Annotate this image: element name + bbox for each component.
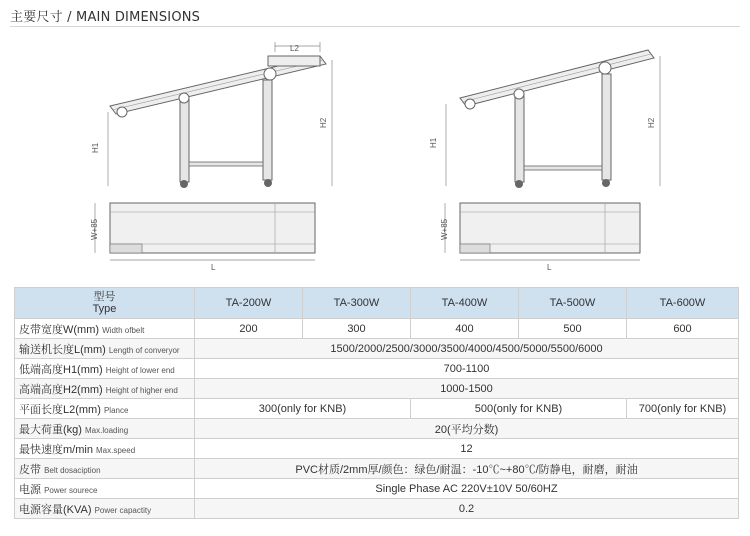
row-label: 电源容量(KVA) Power capactity (15, 499, 195, 519)
table-cell: 700(only for KNB) (627, 399, 739, 419)
table-row (15, 379, 739, 399)
table-row (15, 459, 739, 479)
section-heading: 主要尺寸 / MAIN DIMENSIONS (10, 10, 201, 25)
heading-divider (10, 26, 740, 27)
left-top-view-drawing (85, 200, 335, 275)
table-row (15, 479, 739, 499)
table-cell: Single Phase AC 220V±10V 50/60HZ (195, 479, 739, 499)
type-header-en: Type (92, 303, 117, 315)
l-label-right: L (547, 263, 552, 272)
model-header: TA-300W (303, 288, 411, 319)
h2-label: H2 (319, 117, 328, 128)
table-cell: 0.2 (195, 499, 739, 519)
w85-label-right: W+85 (440, 218, 449, 240)
table-cell: 600 (627, 319, 739, 339)
h1-label-right: H1 (429, 137, 438, 148)
model-header: TA-200W (195, 288, 303, 319)
row-label: 皮带 Belt dosaciption (15, 459, 195, 479)
table-row (15, 399, 739, 419)
row-label: 最快速度m/min Max.speed (15, 439, 195, 459)
table-row (15, 359, 739, 379)
table-cell: 500(only for KNB) (411, 399, 627, 419)
row-label: 输送机长度L(mm) Length of converyor (15, 339, 195, 359)
l2-label: L2 (290, 44, 299, 53)
table-cell: 400 (411, 319, 519, 339)
right-side-view-drawing (420, 38, 690, 193)
table-cell: PVC材质/2mm厚/颜色：绿色/耐温：-10℃~+80℃/防静电，耐磨，耐油 (195, 459, 739, 479)
row-label: 高端高度H2(mm) Height of higher end (15, 379, 195, 399)
table-row (15, 339, 739, 359)
h2-label-right: H2 (647, 117, 656, 128)
model-header: TA-500W (519, 288, 627, 319)
model-header: TA-400W (411, 288, 519, 319)
w85-label: W+85 (90, 218, 99, 240)
row-label: 皮带宽度W(mm) Width ofbelt (15, 319, 195, 339)
row-label: 平面长度L2(mm) Plance (15, 399, 195, 419)
table-cell: 700-1100 (195, 359, 739, 379)
row-label: 低端高度H1(mm) Height of lower end (15, 359, 195, 379)
left-side-view-drawing (80, 38, 350, 193)
table-row (15, 319, 739, 339)
table-cell: 200 (195, 319, 303, 339)
table-header-row (15, 288, 739, 319)
l-label: L (211, 263, 216, 272)
table-cell: 300 (303, 319, 411, 339)
table-row (15, 439, 739, 459)
right-top-view-drawing (435, 200, 665, 275)
table-cell: 300(only for KNB) (195, 399, 411, 419)
h1-label: H1 (91, 142, 100, 153)
table-row (15, 499, 739, 519)
table-cell: 500 (519, 319, 627, 339)
table-cell: 20(平均分数) (195, 419, 739, 439)
type-header-cn: 型号 (93, 291, 116, 303)
row-label: 最大荷重(kg) Max.loading (15, 419, 195, 439)
model-header: TA-600W (627, 288, 739, 319)
table-cell: 12 (195, 439, 739, 459)
type-header-cell (15, 288, 195, 319)
table-cell: 1500/2000/2500/3000/3500/4000/4500/5000/5500/6000 (195, 339, 739, 359)
row-label: 电源 Power sourece (15, 479, 195, 499)
specification-table (14, 287, 739, 519)
table-row (15, 419, 739, 439)
table-cell: 1000-1500 (195, 379, 739, 399)
